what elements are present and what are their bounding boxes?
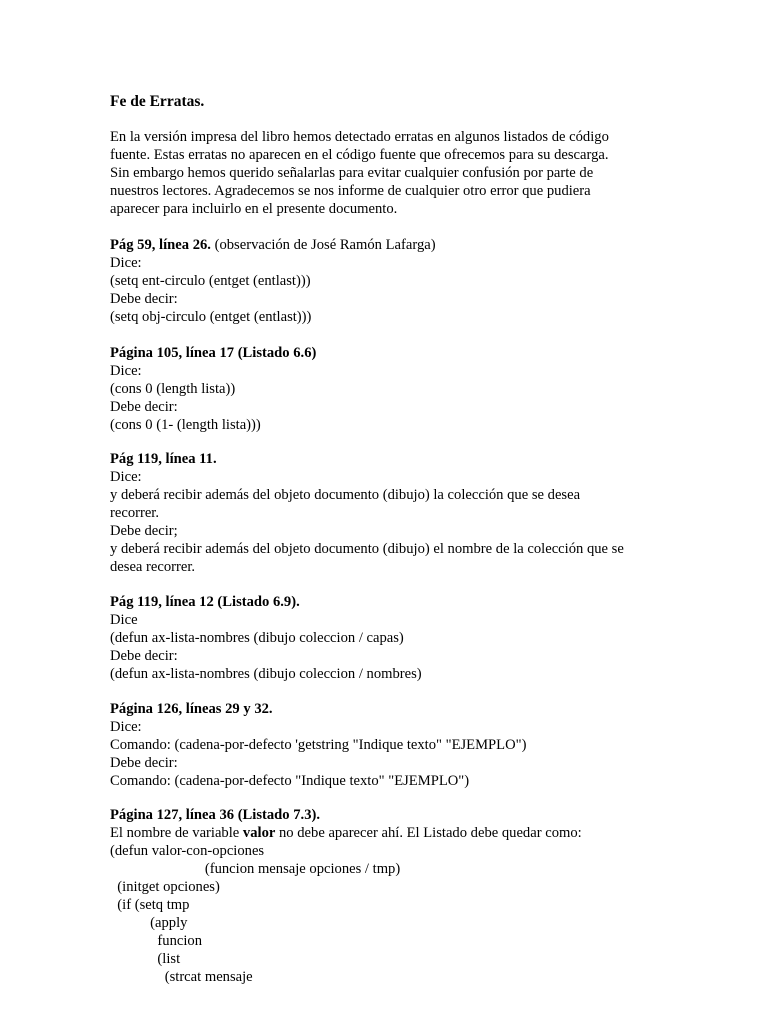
- erratum-heading: Página 105, línea 17 (Listado 6.6): [110, 345, 317, 361]
- text-line: [110, 824, 710, 842]
- erratum-section-p126: [110, 700, 710, 790]
- code-line: (apply: [110, 915, 188, 931]
- erratum-section-p119-l11: [110, 450, 710, 576]
- code-line: funcion: [110, 933, 203, 949]
- erratum-heading: Pág 119, línea 12 (Listado 6.9).: [110, 594, 300, 610]
- code-line: (defun ax-lista-nombres (dibujo coleccion / nombres): [110, 666, 422, 682]
- erratum-section-p127: [110, 806, 710, 986]
- code-line: (defun valor-con-opciones: [110, 843, 265, 859]
- code-line: (strcat mensaje: [110, 969, 253, 985]
- dice-label: Dice:: [110, 469, 142, 485]
- erratum-heading-bold: Pág 59, línea 26.: [110, 237, 211, 253]
- erratum-section-p119-l12: [110, 593, 710, 683]
- code-line: (setq ent-circulo (entget (entlast))): [110, 273, 311, 289]
- debe-decir-label: Debe decir:: [110, 399, 178, 415]
- erratum-heading: Pág 119, línea 11.: [110, 451, 217, 467]
- dice-label: Dice:: [110, 719, 142, 735]
- debe-decir-label: Debe decir:: [110, 755, 178, 771]
- code-line: (cons 0 (length lista)): [110, 381, 236, 397]
- intro-line: aparecer para incluirlo en el presente documento.: [110, 201, 398, 217]
- erratum-section-p105: [110, 344, 710, 434]
- code-line: (initget opciones): [110, 879, 220, 895]
- erratum-heading: [110, 236, 710, 254]
- intro-line: fuente. Estas erratas no aparecen en el código fuente que ofrecemos para su descarga.: [110, 147, 609, 163]
- text-line: desea recorrer.: [110, 559, 196, 575]
- text-fragment: El nombre de variable: [110, 825, 243, 841]
- code-line: (list: [110, 951, 181, 967]
- dice-label: Dice:: [110, 363, 142, 379]
- erratum-heading: Página 127, línea 36 (Listado 7.3).: [110, 807, 320, 823]
- erratum-heading-note: (observación de José Ramón Lafarga): [210, 237, 436, 253]
- intro-line: nuestros lectores. Agradecemos se nos informe de cualquier otro error que pudiera: [110, 183, 591, 199]
- erratum-section-p59: [110, 236, 710, 326]
- code-line: (funcion mensaje opciones / tmp): [110, 861, 401, 877]
- code-line: (cons 0 (1- (length lista))): [110, 417, 261, 433]
- text-line: y deberá recibir además del objeto documento (dibujo) el nombre de la colección que se: [110, 541, 624, 557]
- text-line: y deberá recibir además del objeto documento (dibujo) la colección que se desea: [110, 487, 581, 503]
- variable-name: valor: [242, 825, 276, 841]
- code-line: (if (setq tmp: [110, 897, 190, 913]
- debe-decir-label: Debe decir:: [110, 291, 178, 307]
- text-fragment: no debe aparecer ahí. El Listado debe quedar como:: [275, 825, 582, 841]
- code-line: Comando: (cadena-por-defecto 'getstring "Indique texto" "EJEMPLO"): [110, 737, 527, 753]
- dice-label: Dice: [110, 612, 138, 628]
- erratum-heading: Página 126, líneas 29 y 32.: [110, 701, 273, 717]
- debe-decir-label: Debe decir;: [110, 523, 178, 539]
- code-line: Comando: (cadena-por-defecto "Indique texto" "EJEMPLO"): [110, 773, 470, 789]
- code-line: (setq obj-circulo (entget (entlast))): [110, 309, 312, 325]
- page-title: Fe de Erratas.: [110, 93, 205, 110]
- intro-paragraph: [110, 128, 670, 218]
- intro-line: Sin embargo hemos querido señalarlas para evitar cualquier confusión por parte de: [110, 165, 594, 181]
- text-line: recorrer.: [110, 505, 160, 521]
- intro-line: En la versión impresa del libro hemos detectado erratas en algunos listados de código: [110, 129, 609, 145]
- debe-decir-label: Debe decir:: [110, 648, 178, 664]
- code-line: (defun ax-lista-nombres (dibujo coleccion / capas): [110, 630, 404, 646]
- dice-label: Dice:: [110, 255, 142, 271]
